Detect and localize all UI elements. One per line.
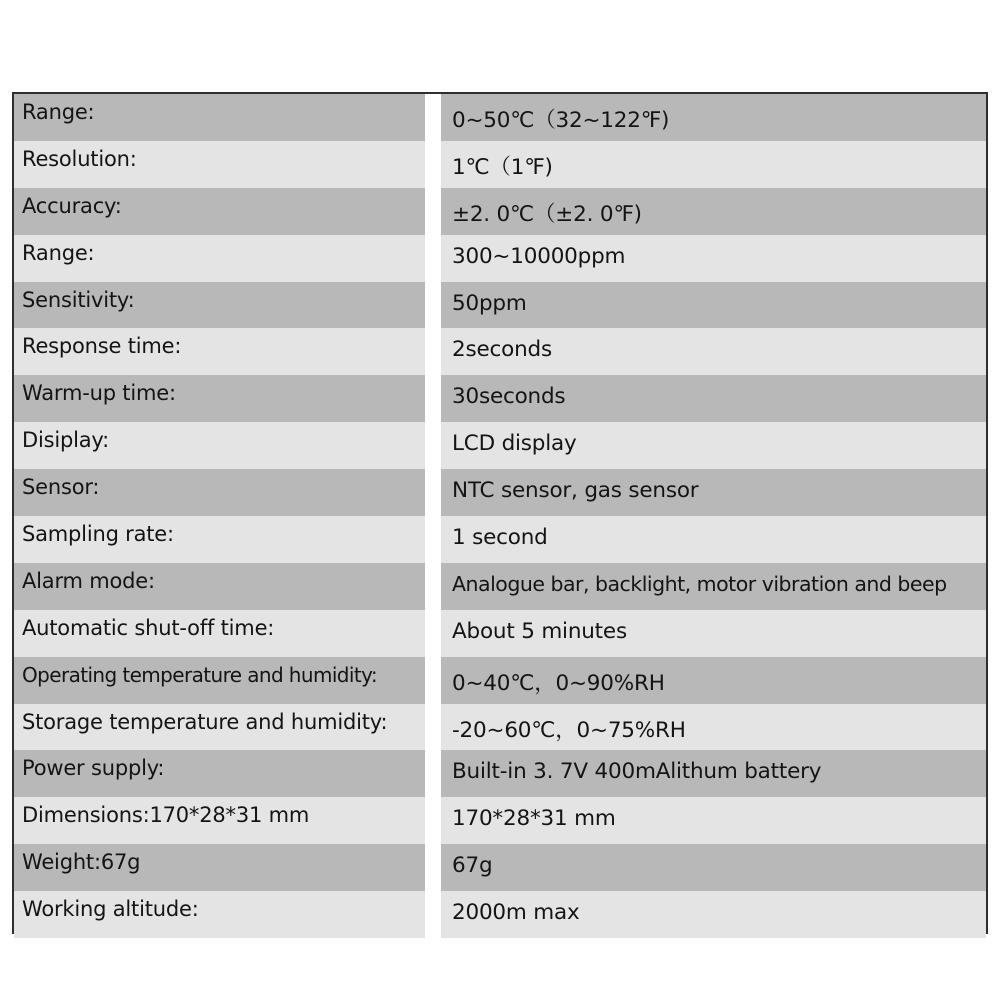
spec-value: 67g [441, 844, 986, 891]
spec-row-sampling-rate [14, 516, 986, 563]
spec-row-resolution [14, 141, 986, 188]
column-divider [425, 563, 441, 610]
spec-row-co2-range [14, 235, 986, 282]
column-divider [425, 235, 441, 282]
spec-row-auto-shut-off [14, 610, 986, 657]
spec-label: Warm-up time: [14, 375, 425, 422]
spec-value: 0~40℃，0~90%RH [441, 657, 986, 704]
column-divider [425, 704, 441, 751]
spec-label: Resolution: [14, 141, 425, 188]
spec-row-working-altitude [14, 891, 986, 938]
spec-label: Dimensions:170*28*31 mm [14, 797, 425, 844]
spec-label: Storage temperature and humidity: [14, 704, 425, 751]
column-divider [425, 516, 441, 563]
spec-value: LCD display [441, 422, 986, 469]
spec-value: Built-in 3. 7V 400mAlithum battery [441, 750, 986, 797]
spec-row-dimensions [14, 797, 986, 844]
spec-value: 2seconds [441, 328, 986, 375]
column-divider [425, 891, 441, 938]
spec-label: Range: [14, 235, 425, 282]
spec-label: Automatic shut-off time: [14, 610, 425, 657]
spec-row-alarm-mode [14, 563, 986, 610]
spec-value: Analogue bar, backlight, motor vibration and beep [441, 563, 986, 610]
spec-label: Disiplay: [14, 422, 425, 469]
spec-value: 1 second [441, 516, 986, 563]
column-divider [425, 657, 441, 704]
spec-label: Operating temperature and humidity: [14, 657, 425, 704]
spec-row-temperature-range [14, 94, 986, 141]
spec-label: Weight:67g [14, 844, 425, 891]
spec-label: Power supply: [14, 750, 425, 797]
spec-row-warm-up-time [14, 375, 986, 422]
column-divider [425, 94, 441, 141]
spec-row-weight [14, 844, 986, 891]
spec-label: Accuracy: [14, 188, 425, 235]
spec-row-sensor [14, 469, 986, 516]
spec-value: 2000m max [441, 891, 986, 938]
spec-label: Range: [14, 94, 425, 141]
spec-value: 0~50℃（32~122℉) [441, 94, 986, 141]
column-divider [425, 610, 441, 657]
spec-label: Response time: [14, 328, 425, 375]
spec-row-power-supply [14, 750, 986, 797]
spec-value: 30seconds [441, 375, 986, 422]
spec-row-response-time [14, 328, 986, 375]
column-divider [425, 328, 441, 375]
column-divider [425, 188, 441, 235]
spec-row-sensitivity [14, 282, 986, 329]
column-divider [425, 797, 441, 844]
spec-label: Working altitude: [14, 891, 425, 938]
column-divider [425, 844, 441, 891]
column-divider [425, 282, 441, 329]
spec-value: 50ppm [441, 282, 986, 329]
spec-value: NTC sensor, gas sensor [441, 469, 986, 516]
spec-row-storage-conditions [14, 704, 986, 751]
spec-value: 300~10000ppm [441, 235, 986, 282]
spec-value: About 5 minutes [441, 610, 986, 657]
column-divider [425, 469, 441, 516]
spec-label: Alarm mode: [14, 563, 425, 610]
column-divider [425, 141, 441, 188]
spec-value: 170*28*31 mm [441, 797, 986, 844]
column-divider [425, 422, 441, 469]
column-divider [425, 750, 441, 797]
spec-label: Sampling rate: [14, 516, 425, 563]
spec-row-display [14, 422, 986, 469]
spec-value: -20~60℃，0~75%RH [441, 704, 986, 751]
spec-row-operating-conditions [14, 657, 986, 704]
spec-label: Sensitivity: [14, 282, 425, 329]
specifications-table [12, 92, 988, 934]
spec-label: Sensor: [14, 469, 425, 516]
column-divider [425, 375, 441, 422]
spec-value: 1℃（1℉) [441, 141, 986, 188]
spec-value: ±2. 0℃（±2. 0℉) [441, 188, 986, 235]
spec-row-accuracy [14, 188, 986, 235]
